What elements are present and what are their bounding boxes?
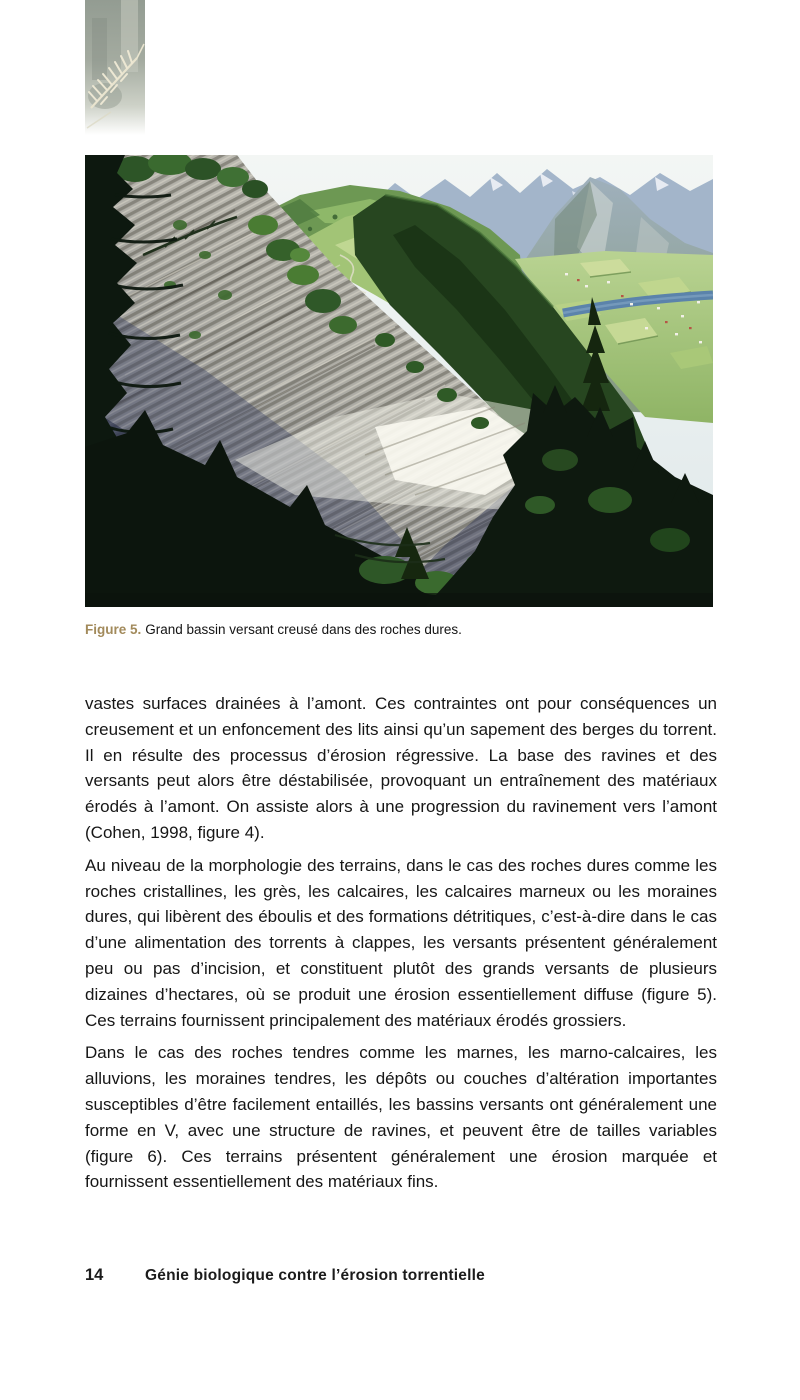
- page-footer: [85, 1266, 725, 1285]
- figure-caption: [85, 621, 715, 639]
- paragraph-3: Dans le cas des roches tendres comme les marnes, les marno-calcaires, les alluvions, les moraines tendres, les dépôts ou couches d’altération importantes susceptibles d’être facilement entaillés, les bassins versants ont généralement une forme en V, avec une structure de ravines, et peuvent être de tailles variables (figure 6). Ces terrains présentent généralement une érosion marquée et fournissent essentiellement des matériaux fins.: [85, 1043, 717, 1192]
- figure-caption-text: Grand bassin versant creusé dans des roches dures.: [145, 622, 462, 637]
- figure-label: Figure 5.: [85, 622, 142, 637]
- running-title: Génie biologique contre l’érosion torrentielle: [145, 1267, 485, 1284]
- figure-photo: [85, 155, 713, 607]
- body-text: [85, 691, 717, 1195]
- paragraph-1: vastes surfaces drainées à l’amont. Ces contraintes ont pour conséquences un creusement et un enfoncement des lits ainsi qu’un sapement des berges du torrent. Il en résulte des processus d’érosion régressive. La base des ravines et des versants peut alors être déstabilisée, provoquant un entraînement des matériaux érodés à l’amont. On assiste alors à une progression du ravinement vers l’amont (Cohen, 1998, figure 4).: [85, 694, 717, 842]
- decorative-grass-image: [85, 0, 145, 135]
- page-number: 14: [85, 1266, 104, 1284]
- paragraph-2: Au niveau de la morphologie des terrains, dans le cas des roches dures comme les roches cristallines, les grès, les calcaires, les calcaires marneux ou les moraines dures, qui libèrent des éboulis et des formations détritiques, c’est-à-dire dans le cas d’une alimentation des torrents à clappes, les versants présentent généralement peu ou pas d’incision, et constituent plutôt des grands versants de plusieurs dizaines d’hectares, où se produit une érosion essentiellement diffuse (figure 5). Ces terrains fournissent principalement des matériaux érodés grossiers.: [85, 855, 717, 1030]
